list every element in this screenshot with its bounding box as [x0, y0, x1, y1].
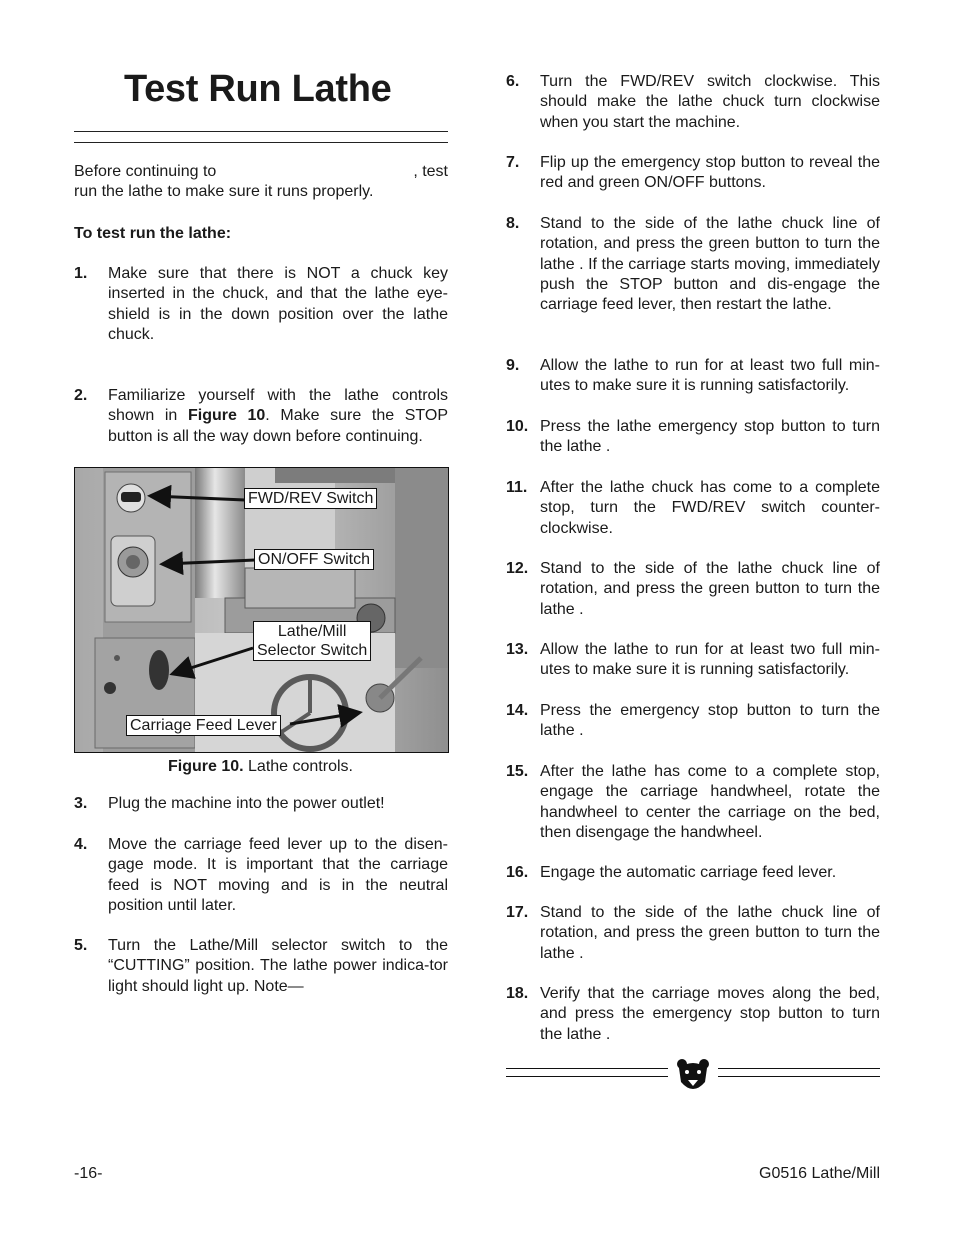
- step-text: Turn the Lathe/Mill selector switch to the “CUTTING” position. The lathe power indica-tor light should light up. Note—: [108, 937, 448, 995]
- figure-ref: Figure 10: [187, 407, 266, 425]
- page-title: Test Run Lathe: [124, 68, 392, 110]
- step-number: 16.: [506, 864, 529, 881]
- subhead: To test run the lathe:: [74, 225, 232, 242]
- step-text: Allow the lathe to run for at least two full min-utes to make sure it is running satisfactorily.: [540, 641, 880, 679]
- figure-caption: Figure 10. Lathe controls.: [168, 758, 353, 775]
- step-number: 13.: [506, 641, 529, 658]
- step-number: 11.: [506, 479, 528, 496]
- step-number: 8.: [506, 215, 520, 232]
- step-text: Move the carriage feed lever up to the disen-gage mode. It is important that the carriage feed is NOT moving and is in the neutral position until later.: [108, 836, 448, 914]
- step-number: 5.: [74, 937, 88, 954]
- step-text: Allow the lathe to run for at least two full min-utes to make sure it is running satisfactorily.: [540, 357, 880, 395]
- step-number: 9.: [506, 357, 520, 374]
- step-number: 3.: [74, 795, 88, 812]
- step-text: After the lathe chuck has come to a complete stop, turn the FWD/REV switch counter-clockwise.: [540, 479, 880, 537]
- step-number: 2.: [74, 387, 88, 404]
- callout-carriage-feed-lever: Carriage Feed Lever: [126, 715, 281, 736]
- step-text: Turn the FWD/REV switch clockwise. This should make the lathe chuck turn clockwise when you start the machine.: [540, 73, 880, 131]
- intro-after: , test: [413, 163, 448, 180]
- step-text: After the lathe has come to a complete stop, engage the carriage handwheel, rotate the handwheel to center the carriage on the bed, then disengage the handwheel.: [540, 763, 880, 841]
- title-rule-bottom: [74, 142, 448, 143]
- step-text: Verify that the carriage moves along the bed, and press the emergency stop button to turn the lathe .: [540, 985, 880, 1043]
- step-text: Press the emergency stop button to turn the lathe .: [540, 702, 880, 740]
- step-number: 7.: [506, 154, 520, 171]
- intro-paragraph: [74, 162, 448, 203]
- step-text: Stand to the side of the lathe chuck line of rotation, and press the green button to turn the lathe .: [540, 904, 880, 962]
- bear-logo-icon: [673, 1056, 713, 1096]
- step-text: Press the lathe emergency stop button to turn the lathe .: [540, 418, 880, 456]
- lathe-controls-photo: [74, 467, 449, 753]
- step-text: Stand to the side of the lathe chuck line of rotation, and press the green button to turn the lathe . If the carriage starts moving, immediately push the STOP button and dis-engage the carriage feed lever, then restart the lathe.: [540, 215, 880, 314]
- section-end-divider: [506, 1056, 880, 1096]
- step-number: 17.: [506, 904, 529, 921]
- step-number: 14.: [506, 702, 529, 719]
- step-text: Engage the automatic carriage feed lever.: [540, 864, 837, 881]
- step-number: 12.: [506, 560, 529, 577]
- title-rule-top: [74, 131, 448, 132]
- callout-on-off-switch: ON/OFF Switch: [254, 549, 374, 570]
- step-number: 4.: [74, 836, 88, 853]
- intro-line2: run the lathe to make sure it runs properly.: [74, 183, 374, 201]
- step-number: 1.: [74, 265, 88, 282]
- page-number: -16-: [74, 1165, 103, 1182]
- callout-arrows: [75, 468, 448, 752]
- step-text: Flip up the emergency stop button to reveal the red and green ON/OFF buttons.: [540, 154, 880, 192]
- step-number: 6.: [506, 73, 520, 90]
- step-number: 15.: [506, 763, 529, 780]
- step-number: 10.: [506, 418, 529, 435]
- callout-selector-switch: Lathe/Mill Selector Switch: [253, 621, 371, 661]
- step-number: 18.: [506, 985, 529, 1002]
- callout-fwd-rev-switch: FWD/REV Switch: [244, 488, 377, 509]
- step-text: Familiarize yourself with the lathe controls shown in Figure 10. Make sure the STOP button is all the way down before continuing.: [108, 387, 449, 445]
- model-name: G0516 Lathe/Mill: [759, 1165, 880, 1182]
- step-text: Stand to the side of the lathe chuck line of rotation, and press the green button to turn the lathe .: [540, 560, 880, 618]
- step-text: Plug the machine into the power outlet!: [108, 795, 385, 812]
- intro-before: Before continuing to: [74, 163, 217, 180]
- step-text: Make sure that there is NOT a chuck key inserted in the chuck, and that the lathe eye-shield is in the down position over the lathe chuck.: [108, 265, 448, 343]
